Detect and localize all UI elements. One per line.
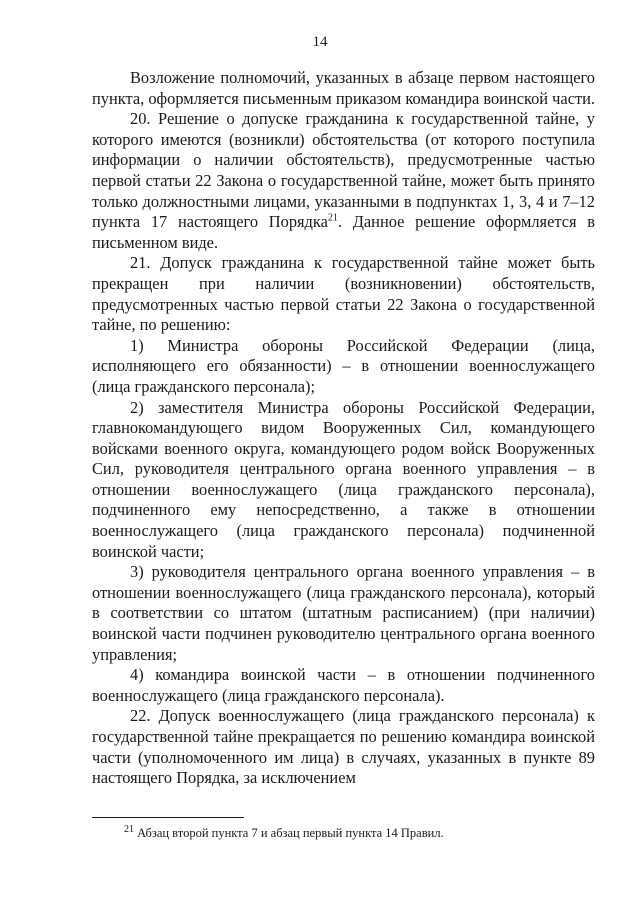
paragraph-21-item-1: 1) Министра обороны Российской Федерации (лица, исполняющего его обязанности) – в отношении военнослужащего (лица гражданского персонала); xyxy=(92,335,595,396)
paragraph-21-item-3: 3) руководителя центрального органа военного управления – в отношении военнослужащего (лица гражданского персонала), который в соответствии со штатом (штатным расписанием) (при наличии) воинской части подчинен руководителю центрального органа военного управления; xyxy=(92,562,595,664)
paragraph-22: 22. Допуск военнослужащего (лица гражданского персонала) к государственной тайне прекращается по решению командира воинской части (уполномоченного им лица) в случаях, указанных в пункте 89 настоящего Порядка, за исключением xyxy=(92,706,595,788)
paragraph-21-item-2: 2) заместителя Министра обороны Российской Федерации, главнокомандующего видом Вооруженных Сил, командующего войсками военного округа, командующего родом войск Вооруженных Сил, руководителя центрального органа военного управления – в отношении военнослужащего (лица гражданского персонала), подчиненного ему непосредственно, а также в отношении военнослужащего (лица гражданского персонала) подчиненной воинской части; xyxy=(92,397,595,561)
paragraph-20-text: 20. Решение о допуске гражданина к государственной тайне, у которого имеются (возникли) обстоятельства (от которого поступила информации о наличии обстоятельств), предусмотренные частью первой статьи 22 Закона о государственной тайне, может быть принято только должностными лицами, указанными в подпунктах 1, 3, 4 и 7–12 пункта 17 настоящего Порядка xyxy=(92,109,595,232)
footnote-text: Абзац второй пункта 7 и абзац первый пункта 14 Правил. xyxy=(134,826,444,840)
footnote xyxy=(124,823,594,841)
footnote-ref-21: 21 xyxy=(327,212,338,224)
paragraph-21: 21. Допуск гражданина к государственной тайне может быть прекращен при наличии (возникновении) обстоятельств, предусмотренных частью первой статьи 22 Закона о государственной тайне, по решению: xyxy=(92,253,595,335)
paragraph-21-item-4: 4) командира воинской части – в отношении подчиненного военнослужащего (лица гражданского персонала). xyxy=(92,665,595,705)
footnote-separator xyxy=(92,817,244,818)
paragraph-20 xyxy=(92,109,595,253)
paragraph-20-tail: . Данное решение оформляется в письменном виде. xyxy=(92,212,595,252)
document-body xyxy=(92,68,595,789)
page-number: 14 xyxy=(312,34,328,50)
footnote-marker: 21 xyxy=(124,823,134,835)
paragraph-delegation: Возложение полномочий, указанных в абзаце первом настоящего пункта, оформляется письменным приказом командира воинской части. xyxy=(92,68,596,108)
